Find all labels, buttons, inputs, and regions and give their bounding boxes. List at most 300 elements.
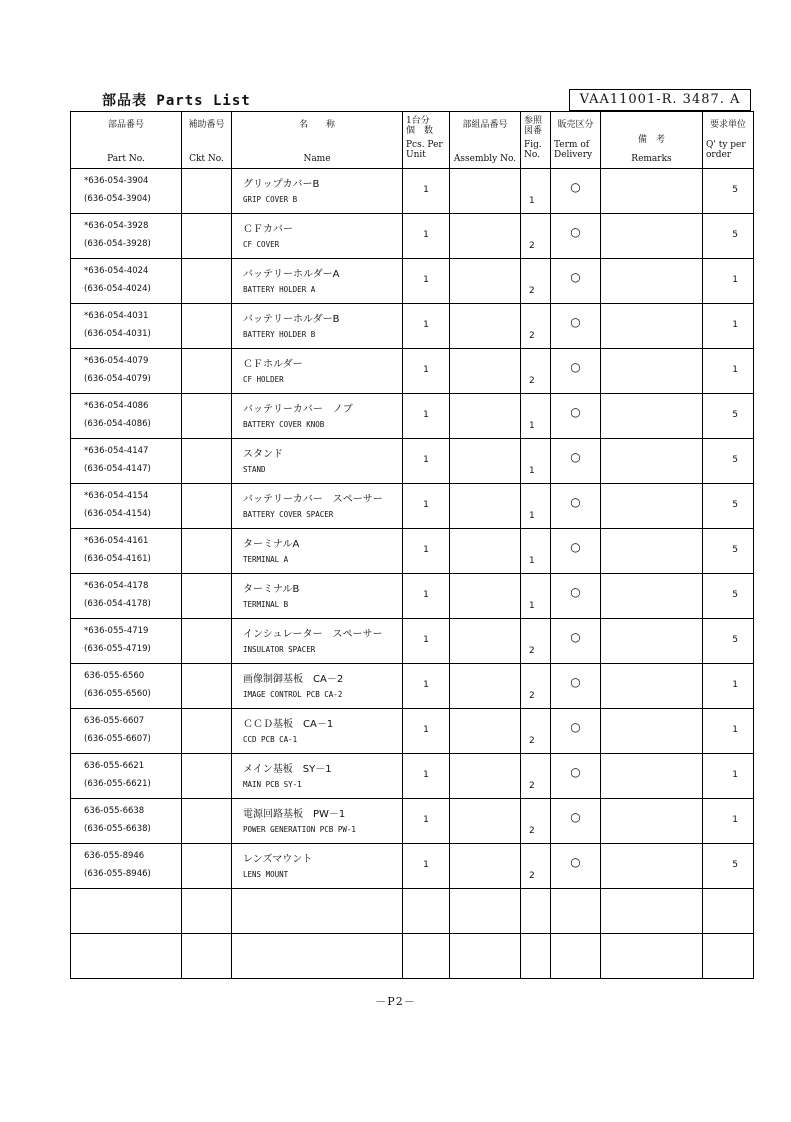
part-number-alt: (636-054-4147) xyxy=(84,464,151,474)
table-row xyxy=(71,754,754,799)
fig-number: 2 xyxy=(529,376,535,386)
part-number-alt: (636-054-4161) xyxy=(84,554,151,564)
delivery-mark: ○ xyxy=(570,675,581,689)
part-number: *636-054-4178 xyxy=(84,581,149,591)
cell-part-no xyxy=(71,259,182,304)
cell-remarks xyxy=(601,304,703,349)
table-row xyxy=(71,484,754,529)
cell-qty xyxy=(703,169,754,214)
parts-table xyxy=(70,111,754,979)
pcs-per-unit: 1 xyxy=(423,410,429,420)
cell-qty xyxy=(703,214,754,259)
cell-assembly-no xyxy=(450,529,521,574)
cell-pcs xyxy=(403,169,450,214)
empty-cell xyxy=(232,934,403,979)
cell-part-no xyxy=(71,439,182,484)
part-number: *636-054-3928 xyxy=(84,221,149,231)
cell-pcs xyxy=(403,304,450,349)
cell-assembly-no xyxy=(450,619,521,664)
cell-pcs xyxy=(403,484,450,529)
cell-qty xyxy=(703,529,754,574)
delivery-mark: ○ xyxy=(570,405,581,419)
cell-delivery xyxy=(551,349,601,394)
empty-cell xyxy=(521,934,551,979)
cell-part-no xyxy=(71,709,182,754)
part-number-alt: (636-054-3904) xyxy=(84,194,151,204)
cell-remarks xyxy=(601,484,703,529)
empty-cell xyxy=(450,889,521,934)
cell-assembly-no xyxy=(450,709,521,754)
header-fig-no: 参照 図番 Fig. No. xyxy=(521,112,551,169)
part-name-en: IMAGE CONTROL PCB CA-2 xyxy=(243,690,343,699)
cell-pcs xyxy=(403,439,450,484)
delivery-mark: ○ xyxy=(570,720,581,734)
table-row xyxy=(71,214,754,259)
cell-fig xyxy=(521,799,551,844)
cell-pcs xyxy=(403,619,450,664)
cell-remarks xyxy=(601,799,703,844)
part-name-jp: 電源回路基板 PW－1 xyxy=(243,809,346,820)
header-qty-per-order: 要求単位 Q' ty per order xyxy=(703,112,754,169)
cell-remarks xyxy=(601,259,703,304)
cell-assembly-no xyxy=(450,214,521,259)
part-name-jp: ターミナルA xyxy=(243,539,300,550)
pcs-per-unit: 1 xyxy=(423,770,429,780)
part-name-en: TERMINAL B xyxy=(243,600,289,609)
cell-ckt-no xyxy=(182,619,232,664)
cell-delivery xyxy=(551,574,601,619)
part-name-jp: ＣＣＤ基板 CA－1 xyxy=(243,719,334,730)
qty-per-order: 5 xyxy=(732,635,738,645)
cell-ckt-no xyxy=(182,169,232,214)
part-name-jp: ターミナルB xyxy=(243,584,300,595)
cell-remarks xyxy=(601,754,703,799)
cell-qty xyxy=(703,709,754,754)
fig-number: 1 xyxy=(529,421,535,431)
empty-cell xyxy=(521,889,551,934)
fig-number: 2 xyxy=(529,781,535,791)
table-row xyxy=(71,799,754,844)
part-name-jp: ＣＦカバー xyxy=(243,224,293,235)
cell-ckt-no xyxy=(182,574,232,619)
cell-fig xyxy=(521,664,551,709)
cell-fig xyxy=(521,349,551,394)
cell-fig xyxy=(521,214,551,259)
cell-part-no xyxy=(71,349,182,394)
part-name-jp: バッテリーカバー スペーサー xyxy=(243,494,383,505)
cell-name xyxy=(232,799,403,844)
empty-table-row xyxy=(71,889,754,934)
table-row xyxy=(71,304,754,349)
cell-remarks xyxy=(601,844,703,889)
part-number: 636-055-6607 xyxy=(84,716,145,726)
part-number-alt: (636-055-6638) xyxy=(84,824,151,834)
cell-qty xyxy=(703,574,754,619)
cell-remarks xyxy=(601,394,703,439)
cell-ckt-no xyxy=(182,754,232,799)
cell-pcs xyxy=(403,529,450,574)
part-name-en: MAIN PCB SY-1 xyxy=(243,780,302,789)
part-number-alt: (636-054-4178) xyxy=(84,599,151,609)
fig-number: 2 xyxy=(529,241,535,251)
header-ckt-no: 補助番号 Ckt No. xyxy=(182,112,232,169)
empty-cell xyxy=(703,889,754,934)
cell-qty xyxy=(703,304,754,349)
empty-cell xyxy=(601,934,703,979)
pcs-per-unit: 1 xyxy=(423,635,429,645)
part-number: *636-054-4031 xyxy=(84,311,149,321)
part-name-jp: 画像制御基板 CA－2 xyxy=(243,674,344,685)
fig-number: 1 xyxy=(529,556,535,566)
qty-per-order: 1 xyxy=(732,725,738,735)
qty-per-order: 1 xyxy=(732,770,738,780)
empty-cell xyxy=(182,934,232,979)
cell-ckt-no xyxy=(182,214,232,259)
delivery-mark: ○ xyxy=(570,180,581,194)
cell-assembly-no xyxy=(450,439,521,484)
cell-fig xyxy=(521,169,551,214)
cell-name xyxy=(232,664,403,709)
cell-delivery xyxy=(551,439,601,484)
empty-cell xyxy=(232,889,403,934)
cell-name xyxy=(232,574,403,619)
header-remarks: 備 考 Remarks xyxy=(601,112,703,169)
header-term-of-delivery: 販売区分 Term of Delivery xyxy=(551,112,601,169)
part-name-jp: メイン基板 SY－1 xyxy=(243,764,332,775)
qty-per-order: 1 xyxy=(732,815,738,825)
delivery-mark: ○ xyxy=(570,630,581,644)
cell-delivery xyxy=(551,484,601,529)
cell-delivery xyxy=(551,754,601,799)
cell-delivery xyxy=(551,214,601,259)
part-number: 636-055-8946 xyxy=(84,851,145,861)
delivery-mark: ○ xyxy=(570,585,581,599)
page-title: 部品表 Parts List xyxy=(102,93,251,109)
fig-number: 2 xyxy=(529,331,535,341)
part-name-en: LENS MOUNT xyxy=(243,870,289,879)
cell-ckt-no xyxy=(182,709,232,754)
fig-number: 2 xyxy=(529,646,535,656)
cell-pcs xyxy=(403,799,450,844)
cell-name xyxy=(232,259,403,304)
part-name-jp: インシュレーター スペーサー xyxy=(243,629,383,640)
cell-assembly-no xyxy=(450,394,521,439)
cell-pcs xyxy=(403,574,450,619)
qty-per-order: 5 xyxy=(732,860,738,870)
cell-part-no xyxy=(71,214,182,259)
pcs-per-unit: 1 xyxy=(423,590,429,600)
delivery-mark: ○ xyxy=(570,855,581,869)
empty-cell xyxy=(551,889,601,934)
cell-pcs xyxy=(403,844,450,889)
cell-qty xyxy=(703,439,754,484)
part-number: *636-054-3904 xyxy=(84,176,149,186)
cell-fig xyxy=(521,484,551,529)
cell-pcs xyxy=(403,349,450,394)
part-name-en: INSULATOR SPACER xyxy=(243,645,316,654)
cell-name xyxy=(232,754,403,799)
pcs-per-unit: 1 xyxy=(423,815,429,825)
empty-cell xyxy=(71,934,182,979)
part-number: *636-054-4086 xyxy=(84,401,149,411)
qty-per-order: 1 xyxy=(732,365,738,375)
cell-assembly-no xyxy=(450,844,521,889)
cell-ckt-no xyxy=(182,439,232,484)
delivery-mark: ○ xyxy=(570,765,581,779)
cell-fig xyxy=(521,619,551,664)
cell-remarks xyxy=(601,574,703,619)
part-name-jp: レンズマウント xyxy=(243,854,313,865)
cell-name xyxy=(232,484,403,529)
cell-qty xyxy=(703,259,754,304)
fig-number: 2 xyxy=(529,691,535,701)
part-number: 636-055-6560 xyxy=(84,671,145,681)
part-number-alt: (636-055-6607) xyxy=(84,734,151,744)
cell-fig xyxy=(521,754,551,799)
cell-pcs xyxy=(403,754,450,799)
part-number-alt: (636-054-4079) xyxy=(84,374,151,384)
cell-pcs xyxy=(403,259,450,304)
cell-assembly-no xyxy=(450,574,521,619)
cell-assembly-no xyxy=(450,484,521,529)
part-name-en: BATTERY HOLDER A xyxy=(243,285,316,294)
cell-qty xyxy=(703,349,754,394)
cell-name xyxy=(232,619,403,664)
cell-remarks xyxy=(601,664,703,709)
cell-delivery xyxy=(551,259,601,304)
cell-delivery xyxy=(551,709,601,754)
part-number: 636-055-6621 xyxy=(84,761,145,771)
table-row xyxy=(71,394,754,439)
part-number: *636-054-4154 xyxy=(84,491,149,501)
cell-part-no xyxy=(71,799,182,844)
header-assembly-no: 部組品番号 Assembly No. xyxy=(450,112,521,169)
fig-number: 1 xyxy=(529,511,535,521)
cell-part-no xyxy=(71,394,182,439)
part-number-alt: (636-054-4031) xyxy=(84,329,151,339)
cell-fig xyxy=(521,574,551,619)
pcs-per-unit: 1 xyxy=(423,680,429,690)
cell-fig xyxy=(521,844,551,889)
cell-part-no xyxy=(71,664,182,709)
cell-delivery xyxy=(551,844,601,889)
cell-part-no xyxy=(71,529,182,574)
part-number: *636-054-4161 xyxy=(84,536,149,546)
cell-assembly-no xyxy=(450,304,521,349)
part-number-alt: (636-055-6560) xyxy=(84,689,151,699)
cell-pcs xyxy=(403,664,450,709)
part-number-alt: (636-054-4154) xyxy=(84,509,151,519)
cell-qty xyxy=(703,799,754,844)
cell-ckt-no xyxy=(182,484,232,529)
cell-fig xyxy=(521,709,551,754)
delivery-mark: ○ xyxy=(570,450,581,464)
part-name-jp: バッテリーホルダーB xyxy=(243,314,340,325)
part-name-en: BATTERY HOLDER B xyxy=(243,330,316,339)
part-number-alt: (636-054-3928) xyxy=(84,239,151,249)
table-header-row xyxy=(71,112,754,169)
fig-number: 2 xyxy=(529,736,535,746)
pcs-per-unit: 1 xyxy=(423,455,429,465)
cell-ckt-no xyxy=(182,394,232,439)
qty-per-order: 1 xyxy=(732,275,738,285)
qty-per-order: 5 xyxy=(732,455,738,465)
cell-remarks xyxy=(601,709,703,754)
cell-remarks xyxy=(601,214,703,259)
cell-part-no xyxy=(71,574,182,619)
table-row xyxy=(71,664,754,709)
part-name-en: GRIP COVER B xyxy=(243,195,298,204)
table-row xyxy=(71,574,754,619)
cell-ckt-no xyxy=(182,799,232,844)
cell-qty xyxy=(703,619,754,664)
pcs-per-unit: 1 xyxy=(423,545,429,555)
cell-part-no xyxy=(71,304,182,349)
header-pcs-per-unit: 1台分 個 数 Pcs. Per Unit xyxy=(403,112,450,169)
table-row xyxy=(71,709,754,754)
pcs-per-unit: 1 xyxy=(423,275,429,285)
part-name-en: STAND xyxy=(243,465,266,474)
cell-ckt-no xyxy=(182,664,232,709)
cell-ckt-no xyxy=(182,844,232,889)
table-row xyxy=(71,439,754,484)
cell-pcs xyxy=(403,214,450,259)
part-name-jp: ＣＦホルダー xyxy=(243,359,303,370)
cell-remarks xyxy=(601,169,703,214)
part-number-alt: (636-054-4024) xyxy=(84,284,151,294)
qty-per-order: 5 xyxy=(732,590,738,600)
cell-delivery xyxy=(551,619,601,664)
cell-part-no xyxy=(71,169,182,214)
cell-remarks xyxy=(601,349,703,394)
part-name-jp: バッテリーカバー ノブ xyxy=(243,404,353,415)
cell-fig xyxy=(521,529,551,574)
pcs-per-unit: 1 xyxy=(423,365,429,375)
cell-delivery xyxy=(551,394,601,439)
cell-name xyxy=(232,529,403,574)
part-number: *636-055-4719 xyxy=(84,626,149,636)
pcs-per-unit: 1 xyxy=(423,230,429,240)
cell-pcs xyxy=(403,394,450,439)
delivery-mark: ○ xyxy=(570,810,581,824)
cell-assembly-no xyxy=(450,664,521,709)
part-number: *636-054-4024 xyxy=(84,266,149,276)
part-number: 636-055-6638 xyxy=(84,806,145,816)
cell-fig xyxy=(521,304,551,349)
header-part-no: 部品番号 Part No. xyxy=(71,112,182,169)
part-name-en: BATTERY COVER KNOB xyxy=(243,420,325,429)
cell-remarks xyxy=(601,619,703,664)
part-number-alt: (636-054-4086) xyxy=(84,419,151,429)
empty-cell xyxy=(601,889,703,934)
table-row xyxy=(71,619,754,664)
cell-assembly-no xyxy=(450,169,521,214)
cell-delivery xyxy=(551,799,601,844)
cell-qty xyxy=(703,754,754,799)
cell-assembly-no xyxy=(450,754,521,799)
empty-cell xyxy=(182,889,232,934)
cell-fig xyxy=(521,439,551,484)
cell-part-no xyxy=(71,484,182,529)
table-row xyxy=(71,844,754,889)
cell-name xyxy=(232,709,403,754)
part-number: *636-054-4079 xyxy=(84,356,149,366)
fig-number: 2 xyxy=(529,871,535,881)
fig-number: 1 xyxy=(529,601,535,611)
part-name-jp: グリップカバーB xyxy=(243,179,320,190)
fig-number: 2 xyxy=(529,286,535,296)
cell-ckt-no xyxy=(182,529,232,574)
header-name: 名 称 Name xyxy=(232,112,403,169)
fig-number: 2 xyxy=(529,826,535,836)
qty-per-order: 5 xyxy=(732,410,738,420)
part-name-en: POWER GENERATION PCB PW-1 xyxy=(243,825,356,834)
cell-ckt-no xyxy=(182,304,232,349)
part-name-jp: スタンド xyxy=(243,449,283,460)
pcs-per-unit: 1 xyxy=(423,500,429,510)
cell-fig xyxy=(521,394,551,439)
cell-name xyxy=(232,214,403,259)
part-name-en: CF COVER xyxy=(243,240,280,249)
delivery-mark: ○ xyxy=(570,315,581,329)
cell-name xyxy=(232,169,403,214)
cell-assembly-no xyxy=(450,259,521,304)
cell-delivery xyxy=(551,664,601,709)
empty-cell xyxy=(71,889,182,934)
part-name-en: BATTERY COVER SPACER xyxy=(243,510,334,519)
qty-per-order: 5 xyxy=(732,185,738,195)
qty-per-order: 5 xyxy=(732,500,738,510)
delivery-mark: ○ xyxy=(570,270,581,284)
cell-ckt-no xyxy=(182,349,232,394)
part-name-en: CCD PCB CA-1 xyxy=(243,735,298,744)
fig-number: 1 xyxy=(529,466,535,476)
cell-name xyxy=(232,304,403,349)
table-row xyxy=(71,349,754,394)
qty-per-order: 1 xyxy=(732,680,738,690)
part-number: *636-054-4147 xyxy=(84,446,149,456)
part-number-alt: (636-055-4719) xyxy=(84,644,151,654)
pcs-per-unit: 1 xyxy=(423,185,429,195)
qty-per-order: 1 xyxy=(732,320,738,330)
cell-ckt-no xyxy=(182,259,232,304)
cell-part-no xyxy=(71,844,182,889)
cell-assembly-no xyxy=(450,349,521,394)
pcs-per-unit: 1 xyxy=(423,320,429,330)
cell-fig xyxy=(521,259,551,304)
delivery-mark: ○ xyxy=(570,225,581,239)
cell-qty xyxy=(703,484,754,529)
cell-delivery xyxy=(551,304,601,349)
cell-name xyxy=(232,394,403,439)
part-number-alt: (636-055-6621) xyxy=(84,779,151,789)
pcs-per-unit: 1 xyxy=(423,725,429,735)
cell-name xyxy=(232,349,403,394)
table-row xyxy=(71,169,754,214)
cell-qty xyxy=(703,394,754,439)
empty-cell xyxy=(403,934,450,979)
cell-remarks xyxy=(601,529,703,574)
page-number: －P2－ xyxy=(375,995,416,1008)
cell-qty xyxy=(703,664,754,709)
cell-delivery xyxy=(551,529,601,574)
delivery-mark: ○ xyxy=(570,495,581,509)
document-number: VAA11001-R. 3487. A xyxy=(569,89,751,111)
delivery-mark: ○ xyxy=(570,540,581,554)
cell-part-no xyxy=(71,619,182,664)
empty-cell xyxy=(703,934,754,979)
part-name-en: CF HOLDER xyxy=(243,375,284,384)
